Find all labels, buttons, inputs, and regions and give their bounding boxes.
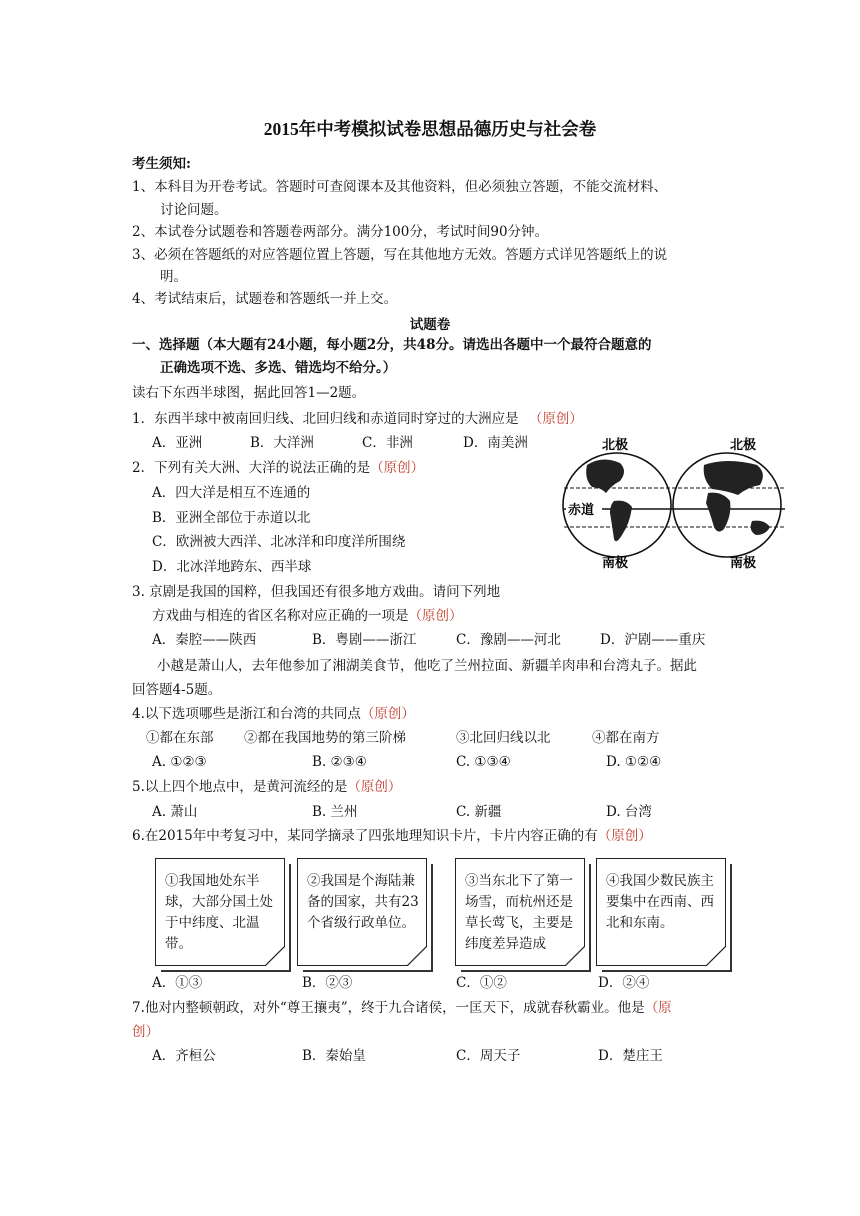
equator-label: 赤道: [568, 503, 595, 518]
q4-tag: （原创）: [360, 706, 415, 722]
south-pole-right: 南极: [730, 556, 757, 571]
q3-stem-cont: [152, 606, 463, 626]
knowledge-card-2: [297, 858, 427, 966]
q4-option-a: A. ①②③: [152, 754, 207, 770]
q3-option-d: D．沪剧——重庆: [600, 632, 706, 648]
q5-tag: （原创）: [347, 779, 402, 795]
q2-stem-text: 2．下列有关大洲、大洋的说法正确的是: [132, 460, 371, 476]
q5-stem-text: 5.以上四个地点中，是黄河流经的是: [132, 779, 348, 795]
q2-tag: （原创）: [370, 460, 425, 476]
q1-stem-text: 1．东西半球中被南回归线、北回归线和赤道同时穿过的大洲应是: [132, 411, 519, 427]
card-2-fold: [407, 946, 427, 966]
q2-option-d: D．北冰洋地跨东、西半球: [152, 559, 312, 575]
q4-item-2: ②都在我国地势的第三阶梯: [244, 730, 406, 746]
card-4-text: ④我国少数民族主要集中在西南、西北和东南。: [606, 873, 714, 931]
q7-tag-cont: 创）: [132, 1024, 159, 1040]
q4-item-1: ①都在东部: [146, 730, 214, 746]
q4-option-b: B. ②③④: [312, 754, 367, 770]
south-pole-left: 南极: [602, 556, 629, 571]
page-title: 2015年中考模拟试卷思想品德历史与社会卷: [263, 119, 597, 139]
q2-option-a: A．四大洋是相互不连通的: [152, 485, 311, 501]
q6-option-b: B．②③: [302, 975, 353, 991]
q2-option-c: C．欧洲被大西洋、北冰洋和印度洋所围绕: [152, 534, 406, 550]
q6-stem: [132, 826, 652, 846]
q5-option-d: D. 台湾: [606, 804, 652, 820]
q1-option-c: C．非洲: [362, 435, 413, 451]
q7-tag: （原: [644, 1000, 672, 1016]
q1-option-b: B．大洋洲: [250, 435, 314, 451]
knowledge-card-3: [455, 858, 585, 966]
q7-stem-text: 7.他对内整顿朝政，对外“尊王攘夷”，终于九合诸侯，一匡天下，成就春秋霸业。他是: [132, 1000, 645, 1016]
notice-item-3: 3、必须在答题纸的对应答题位置上答题，写在其他地方无效。答题方式详见答题纸上的说: [132, 247, 668, 263]
notice-item-4: 4、考试结束后，试题卷和答题纸一并上交。: [132, 291, 398, 307]
q4-option-c: C. ①③④: [456, 754, 511, 770]
card-3-fold: [565, 946, 585, 966]
q5-stem: [132, 777, 401, 797]
hemispheres-map: [562, 435, 787, 573]
q6-tag: （原创）: [597, 828, 652, 844]
intro-q4-5-cont: 回答题4-5题。: [132, 682, 222, 698]
q7-option-c: C．周天子: [456, 1048, 521, 1064]
card-2-text: ②我国是个海陆兼备的国家，共有23个省级行政单位。: [307, 873, 419, 931]
card-1-text: ①我国地处东半球，大部分国土处于中纬度、北温带。: [165, 873, 273, 952]
q1-option-a: A．亚洲: [152, 435, 203, 451]
q7-option-d: D．楚庄王: [598, 1048, 663, 1064]
q6-option-d: D．②④: [598, 975, 650, 991]
north-pole-left: 北极: [602, 438, 629, 453]
intro-q1-2: 读右下东西半球图，据此回答1—2题。: [132, 385, 366, 401]
intro-q4-5: 小越是萧山人，去年他参加了湘湖美食节，他吃了兰州拉面、新疆羊肉串和台湾丸子。据此: [157, 658, 697, 674]
knowledge-card-1: [155, 858, 285, 966]
q3-option-c: C．豫剧——河北: [456, 632, 561, 648]
notice-item-2: 2、本试卷分试题卷和答题卷两部分。满分100分，考试时间90分钟。: [132, 224, 549, 240]
q5-option-c: C. 新疆: [456, 804, 502, 820]
q6-stem-text: 6.在2015年中考复习中，某同学摘录了四张地理知识卡片，卡片内容正确的有: [132, 828, 598, 844]
q5-option-b: B. 兰州: [312, 804, 358, 820]
q1-option-d: D．南美洲: [463, 435, 528, 451]
notice-item-3-cont: 明。: [160, 269, 187, 285]
q2-stem: [132, 458, 424, 478]
notice-item-1-cont: 讨论问题。: [160, 202, 228, 218]
q4-stem: [132, 704, 415, 724]
card-3-text: ③当东北下了第一场雪，而杭州还是草长莺飞，主要是纬度差异造成: [465, 873, 573, 952]
q3-stem: 3. 京剧是我国的国粹，但我国还有很多地方戏曲。请问下列地: [132, 584, 501, 600]
q3-option-b: B．粤剧——浙江: [312, 632, 417, 648]
q5-option-a: A. 萧山: [152, 804, 198, 820]
q4-option-d: D. ①②④: [606, 754, 662, 770]
q2-option-b: B．亚洲全部位于赤道以北: [152, 510, 311, 526]
q4-stem-text: 4.以下选项哪些是浙江和台湾的共同点: [132, 706, 361, 722]
part1-heading-cont: 正确选项不选、多选、错选均不给分。）: [160, 360, 397, 376]
part1-heading: 一、选择题（本大题有24小题，每小题2分，共48分。请选出各题中一个最符合题意的: [132, 337, 652, 353]
notice-item-1: 1、本科目为开卷考试。答题时可查阅课本及其他资料，但必须独立答题，不能交流材料、: [132, 179, 668, 195]
north-pole-right: 北极: [730, 438, 757, 453]
section-label: 试题卷: [409, 317, 451, 333]
q4-item-3: ③北回归线以北: [456, 730, 551, 746]
q3-stem-text: 方戏曲与相连的省区名称对应正确的一项是: [152, 608, 409, 624]
card-1-fold: [265, 946, 285, 966]
q1-tag: （原创）: [528, 411, 583, 427]
q3-option-a: A．秦腔——陕西: [152, 632, 257, 648]
q6-option-c: C．①②: [456, 975, 507, 991]
q7-stem: [132, 998, 672, 1018]
knowledge-card-4: [596, 858, 726, 966]
q4-item-4: ④都在南方: [592, 730, 660, 746]
card-4-fold: [706, 946, 726, 966]
q6-option-a: A．①③: [152, 975, 203, 991]
q7-option-a: A．齐桓公: [152, 1048, 216, 1064]
q3-tag: （原创）: [408, 608, 463, 624]
q1-stem: [132, 409, 583, 429]
notice-heading: 考生须知:: [132, 156, 191, 172]
q7-option-b: B．秦始皇: [302, 1048, 366, 1064]
